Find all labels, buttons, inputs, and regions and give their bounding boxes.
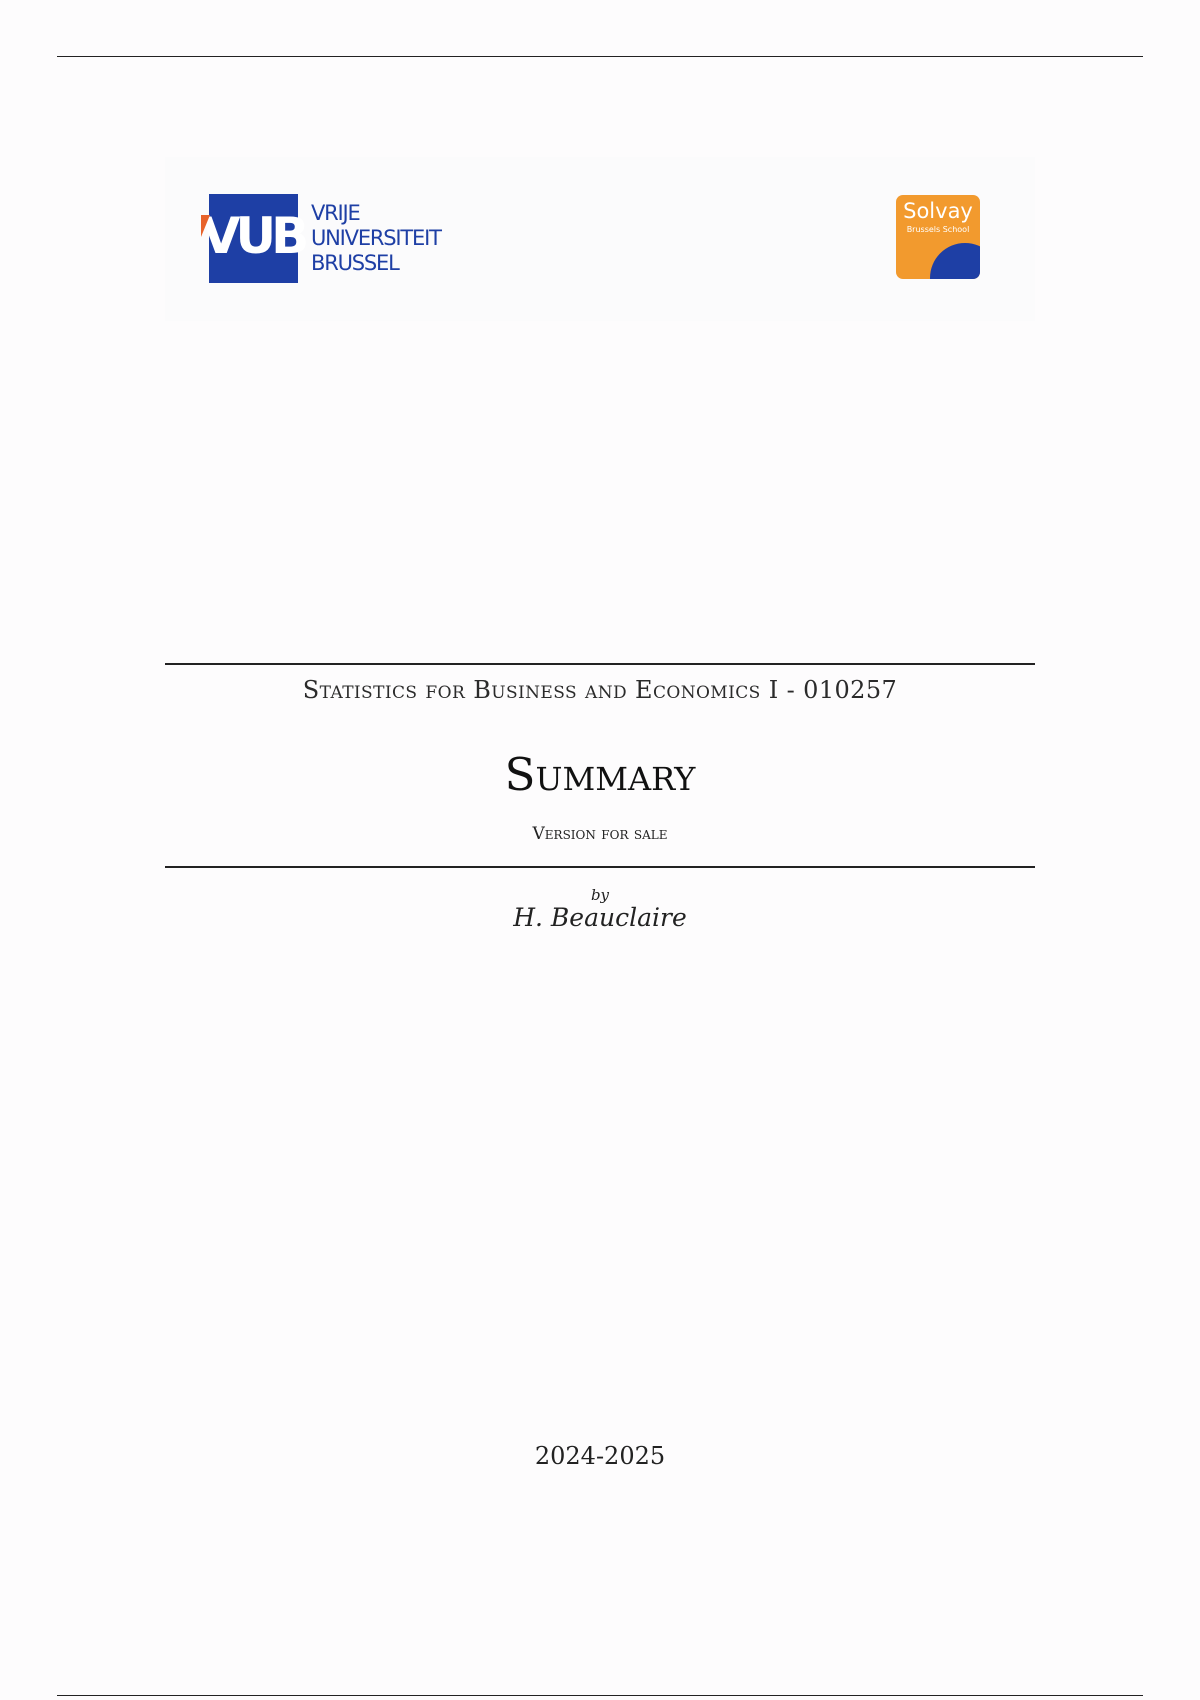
version-label: Version for sale: [532, 824, 668, 844]
footer-rule: [57, 1695, 1143, 1696]
solvay-logo-subtitle: Brussels School: [906, 225, 970, 234]
solvay-logo: [896, 195, 980, 279]
vub-logo-wordmark: [311, 201, 441, 276]
author-name: H. Beauclaire: [513, 903, 687, 932]
solvay-logo-swoosh: [930, 243, 980, 279]
header-rule: [57, 56, 1143, 57]
title-rule-top: [165, 663, 1035, 665]
vub-logo-accent: [201, 215, 210, 237]
solvay-logo-name: Solvay: [903, 199, 973, 223]
course-title: Statistics for Business and Economics I - 010257: [302, 676, 898, 704]
document-title: Summary: [504, 748, 696, 801]
vub-logo-line-2: UNIVERSITEIT: [311, 226, 441, 250]
vub-logo: [201, 194, 461, 284]
vub-logo-letters: VUB: [201, 207, 305, 265]
vub-logo-line-3: BRUSSEL: [311, 251, 399, 275]
academic-year: 2024-2025: [534, 1442, 666, 1470]
by-label: by: [590, 886, 610, 904]
title-rule-bottom: [165, 866, 1035, 868]
vub-logo-line-1: VRIJE: [311, 201, 360, 225]
